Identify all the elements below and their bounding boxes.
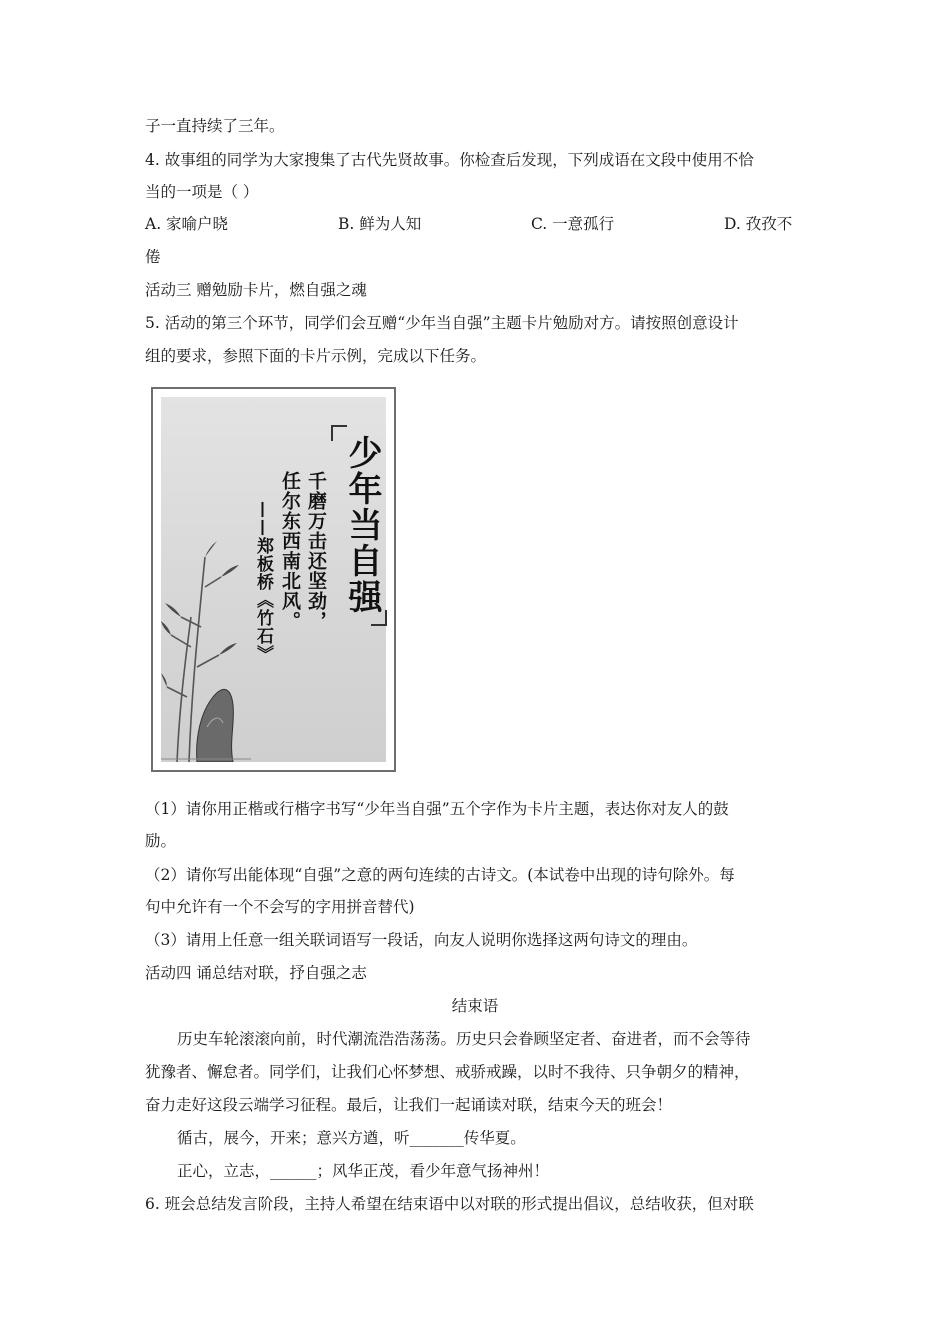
option-d: D. 孜孜不 [724,215,793,233]
closing-paragraph-line-2: 犹豫者、懈怠者。同学们，让我们心怀梦想、戒骄戒躁，以时不我待、只争朝夕的精神， [145,1063,750,1081]
question-6: 6. 班会总结发言阶段，主持人希望在结束语中以对联的形式提出倡议，总结收获，但对联 [145,1195,754,1213]
task-1-cont: 励。 [145,832,177,850]
task-1: （1）请你用正楷或行楷字书写“少年当自强”五个字作为卡片主题，表达你对友人的鼓 [145,800,729,818]
task-3: （3）请用上任意一组关联词语写一段话，向友人说明你选择这两句诗文的理由。 [145,931,698,949]
closing-title: 结束语 [451,997,499,1015]
question-4-cont: 当的一项是（ ） [145,183,259,201]
card-example-figure [151,387,396,772]
text-line: 子一直持续了三年。 [145,117,285,135]
couplet-line-1: 循古，展今，开来；意兴方遒，听_______传华夏。 [177,1129,526,1147]
option-c: C. 一意孤行 [531,215,615,233]
question-5: 5. 活动的第三个环节，同学们会互赠“少年当自强”主题卡片勉励对方。请按照创意设计 [145,314,739,332]
card-background [161,397,386,762]
question-5-cont: 组的要求，参照下面的卡片示例，完成以下任务。 [145,347,487,365]
card-poem-line-1: 千磨万击还坚劲， [305,471,327,631]
closing-paragraph-line-3: 奋力走好这段云端学习征程。最后，让我们一起诵读对联，结束今天的班会！ [145,1096,673,1114]
activity-3-heading: 活动三 赠勉励卡片，燃自强之魂 [145,281,367,299]
card-poem-line-2: 任尔东西南北风。 [279,471,301,631]
activity-4-heading: 活动四 诵总结对联，抒自强之志 [145,964,367,982]
option-d-cont: 倦 [145,248,161,266]
card-title: 少年当自强 [342,435,382,615]
task-2-cont: 句中允许有一个不会写的字用拼音替代) [145,898,415,916]
option-b: B. 鲜为人知 [338,215,422,233]
question-4: 4. 故事组的同学为大家搜集了古代先贤故事。你检查后发现，下列成语在文段中使用不恰 [145,151,754,169]
task-2: （2）请你写出能体现“自强”之意的两句连续的古诗文。(本试卷中出现的诗句除外。每 [145,866,735,884]
couplet-line-2: 正心，立志，______；风华正茂，看少年意气扬神州！ [177,1162,550,1180]
bamboo-rock-painting [161,537,251,762]
card-author: ——郑板桥《竹石》 [253,501,273,663]
closing-paragraph-line-1: 历史车轮滚滚向前，时代潮流浩浩荡荡。历史只会眷顾坚定者、奋进者，而不会等待 [177,1030,751,1048]
option-a: A. 家喻户晓 [145,215,229,233]
